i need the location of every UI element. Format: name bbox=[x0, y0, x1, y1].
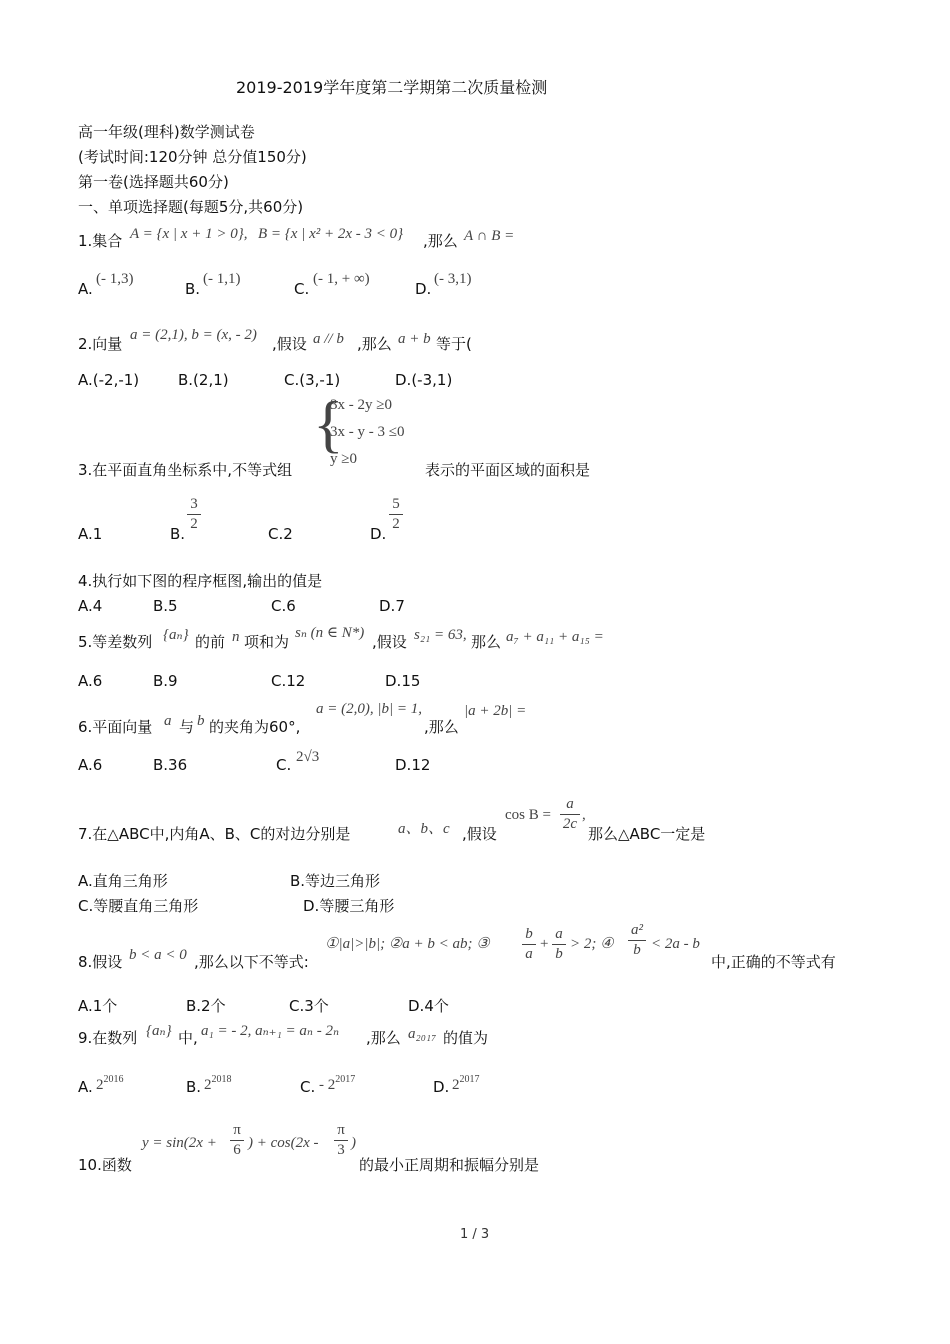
q5-condition: s₂₁ = 63, bbox=[414, 627, 467, 643]
fraction-bar bbox=[560, 814, 580, 815]
q9-text: 9.在数列 bbox=[78, 1029, 138, 1047]
q5-option-d: D.15 bbox=[385, 672, 421, 690]
q2-text: 2.向量 bbox=[78, 335, 123, 353]
q6-option-a: A.6 bbox=[78, 756, 103, 774]
q5-option-b: B.9 bbox=[153, 672, 178, 690]
q7-option-d: D.等腰三角形 bbox=[303, 897, 395, 915]
q6-vector-a: a bbox=[164, 713, 172, 729]
q3-inequality-1: 3x - 2y ≥0 bbox=[330, 397, 392, 413]
q8-condition: b < a < 0 bbox=[129, 947, 187, 963]
q8-plus: + bbox=[540, 936, 549, 952]
q1-option-b-label: B. bbox=[185, 280, 201, 298]
q5-sn: sₙ (n ∈ N*) bbox=[295, 625, 365, 641]
q6-option-d: D.12 bbox=[395, 756, 431, 774]
q5-text-if: ,假设 bbox=[372, 633, 407, 651]
q1-option-c: (- 1, + ∞) bbox=[313, 271, 370, 287]
q5-text-sum: 项和为 bbox=[244, 633, 290, 651]
q3-option-d-fraction bbox=[389, 496, 403, 533]
q3-option-a: A.1 bbox=[78, 525, 103, 543]
q7-text: 7.在△ABC中,内角A、B、C的对边分别是 bbox=[78, 825, 351, 843]
q5-text-then: 那么 bbox=[471, 633, 502, 651]
fraction-denominator: 2 bbox=[392, 516, 400, 532]
q2-option-c: C.(3,-1) bbox=[284, 371, 341, 389]
fraction-bar bbox=[389, 514, 403, 515]
q8-option-c: C.3个 bbox=[289, 997, 329, 1015]
q4-option-b: B.5 bbox=[153, 597, 178, 615]
fraction-numerator: 5 bbox=[392, 496, 400, 512]
q8-items-1-3: ①|a|>|b|; ②a + b < ab; ③ bbox=[325, 936, 490, 952]
fraction-bar bbox=[628, 940, 646, 941]
q8-fraction-b-over-a bbox=[522, 926, 536, 963]
q9-option-c-label: C. bbox=[300, 1078, 316, 1096]
q3-inequality-3: y ≥0 bbox=[330, 451, 357, 467]
section-heading: 一、单项选择题(每题5分,共60分) bbox=[78, 198, 304, 216]
fraction-denominator: 3 bbox=[337, 1142, 345, 1158]
q5-option-a: A.6 bbox=[78, 672, 103, 690]
fraction-bar bbox=[334, 1140, 348, 1141]
q2-parallel: a // b bbox=[313, 331, 344, 347]
q9-option-d-label: D. bbox=[433, 1078, 450, 1096]
q1-expr: A ∩ B = bbox=[464, 228, 515, 244]
q9-option-b-label: B. bbox=[186, 1078, 202, 1096]
q1-option-c-label: C. bbox=[294, 280, 310, 298]
q8-text: 8.假设 bbox=[78, 953, 123, 971]
q10-function-part-2: ) + cos(2x - bbox=[248, 1135, 319, 1151]
q1-option-a: (- 1,3) bbox=[96, 271, 134, 287]
q7-fraction bbox=[560, 796, 580, 833]
fraction-bar bbox=[230, 1140, 244, 1141]
q3-inequality-2: 3x - y - 3 ≤0 bbox=[330, 424, 405, 440]
q7-text-then: 那么△ABC一定是 bbox=[588, 825, 706, 843]
q4-option-d: D.7 bbox=[379, 597, 405, 615]
fraction-bar bbox=[187, 514, 201, 515]
q1-option-d-label: D. bbox=[415, 280, 432, 298]
q7-text-if: ,假设 bbox=[462, 825, 497, 843]
q9-term: a₂₀₁₇ bbox=[408, 1026, 437, 1042]
q6-option-b: B.36 bbox=[153, 756, 188, 774]
part-heading: 第一卷(选择题共60分) bbox=[78, 173, 229, 191]
fraction-numerator: a bbox=[566, 796, 574, 812]
fraction-numerator: a² bbox=[631, 922, 643, 938]
q3-option-d-label: D. bbox=[370, 525, 387, 543]
q10-text-period: 的最小正周期和振幅分别是 bbox=[359, 1156, 540, 1174]
q5-n: n bbox=[232, 629, 240, 645]
q3-option-c: C.2 bbox=[268, 525, 293, 543]
fraction-denominator: 2c bbox=[562, 816, 578, 832]
q9-text-value: 的值为 bbox=[443, 1029, 489, 1047]
q5-sequence: {aₙ} bbox=[163, 627, 189, 643]
fraction-bar bbox=[522, 944, 536, 945]
q10-text: 10.函数 bbox=[78, 1156, 132, 1174]
page-number: 1 / 3 bbox=[460, 1227, 490, 1242]
q6-option-c: 2√3 bbox=[296, 749, 320, 765]
q7-option-c: C.等腰直角三角形 bbox=[78, 897, 199, 915]
q3-option-b-label: B. bbox=[170, 525, 186, 543]
q2-text-equals: 等于( bbox=[436, 335, 472, 353]
q3-text-area: 表示的平面区域的面积是 bbox=[425, 461, 591, 479]
q8-fraction-a2-over-b bbox=[628, 922, 646, 959]
fraction-denominator: a bbox=[525, 946, 533, 962]
q7-sides: a、b、c bbox=[398, 821, 450, 837]
q8-fraction-a-over-b bbox=[552, 926, 566, 963]
exam-info: (考试时间:120分钟 总分值150分) bbox=[78, 148, 307, 166]
q7-option-a: A.直角三角形 bbox=[78, 872, 168, 890]
q4-option-c: C.6 bbox=[271, 597, 296, 615]
q8-gt2: > 2; ④ bbox=[570, 936, 614, 952]
q9-option-c: - $2^{2017}$ bbox=[319, 1074, 356, 1093]
document-title: 2019-2019学年度第二学期第二次质量检测 bbox=[236, 78, 548, 97]
q1-set-a: A = {x | x + 1 > 0}, bbox=[130, 226, 248, 242]
q5-text-first: 的前 bbox=[195, 633, 226, 651]
q9-option-a: $2^{2016}$ bbox=[96, 1074, 124, 1093]
q6-text-then: ,那么 bbox=[424, 718, 459, 736]
q5-option-c: C.12 bbox=[271, 672, 306, 690]
q1-option-d: (- 3,1) bbox=[434, 271, 472, 287]
q10-function-part-1: y = sin(2x + bbox=[142, 1135, 217, 1151]
q2-option-d: D.(-3,1) bbox=[395, 371, 453, 389]
q8-option-a: A.1个 bbox=[78, 997, 118, 1015]
exam-subtitle: 高一年级(理科)数学测试卷 bbox=[78, 123, 255, 141]
q7-cos: cos B = bbox=[505, 807, 551, 823]
q7-comma: , bbox=[582, 807, 586, 823]
q2-sum: a + b bbox=[398, 331, 431, 347]
q10-fraction-pi-6 bbox=[230, 1122, 244, 1159]
q3-option-b-fraction bbox=[187, 496, 201, 533]
q2-text-if: ,假设 bbox=[272, 335, 307, 353]
q3-text: 3.在平面直角坐标系中,不等式组 bbox=[78, 461, 293, 479]
fraction-numerator: 3 bbox=[190, 496, 198, 512]
q8-text-correct: 中,正确的不等式有 bbox=[711, 953, 836, 971]
q2-vectors: a = (2,1), b = (x, - 2) bbox=[130, 327, 257, 343]
q4-option-a: A.4 bbox=[78, 597, 103, 615]
q8-text-inequalities: ,那么以下不等式: bbox=[194, 953, 309, 971]
q2-option-a: A.(-2,-1) bbox=[78, 371, 140, 389]
q2-option-b: B.(2,1) bbox=[178, 371, 229, 389]
q8-option-d: D.4个 bbox=[408, 997, 449, 1015]
q8-option-b: B.2个 bbox=[186, 997, 226, 1015]
q9-option-a-label: A. bbox=[78, 1078, 93, 1096]
q6-option-c-label: C. bbox=[276, 756, 292, 774]
fraction-numerator: b bbox=[525, 926, 533, 942]
fraction-denominator: b bbox=[555, 946, 563, 962]
q9-text-then: ,那么 bbox=[366, 1029, 401, 1047]
q6-text-angle: 的夹角为60°, bbox=[209, 718, 301, 736]
q4-text: 4.执行如下图的程序框图,输出的值是 bbox=[78, 572, 323, 590]
q1-option-b: (- 1,1) bbox=[203, 271, 241, 287]
q3-system-brace: { bbox=[313, 388, 344, 459]
q6-condition: a = (2,0), |b| = 1, bbox=[316, 701, 422, 717]
q6-text-and: 与 bbox=[179, 718, 195, 736]
fraction-denominator: 2 bbox=[190, 516, 198, 532]
q9-condition: a₁ = - 2, aₙ₊₁ = aₙ - 2ₙ bbox=[201, 1023, 340, 1039]
fraction-numerator: a bbox=[555, 926, 563, 942]
q5-text: 5.等差数列 bbox=[78, 633, 153, 651]
q9-text-in: 中, bbox=[178, 1029, 198, 1047]
q10-function-part-3: ) bbox=[351, 1135, 356, 1151]
q6-text: 6.平面向量 bbox=[78, 718, 153, 736]
fraction-numerator: π bbox=[233, 1122, 241, 1138]
fraction-bar bbox=[552, 944, 566, 945]
q1-text-then: ,那么 bbox=[423, 232, 458, 250]
q8-lt: < 2a - b bbox=[651, 936, 700, 952]
fraction-numerator: π bbox=[337, 1122, 345, 1138]
fraction-denominator: b bbox=[633, 942, 641, 958]
q6-vector-b: b bbox=[197, 713, 205, 729]
q2-text-then: ,那么 bbox=[357, 335, 392, 353]
q9-option-d: $2^{2017}$ bbox=[452, 1074, 480, 1093]
q1-set-b: B = {x | x² + 2x - 3 < 0} bbox=[258, 226, 404, 242]
q1-text: 1.集合 bbox=[78, 232, 123, 250]
q5-expression: a₇ + a₁₁ + a₁₅ = bbox=[506, 629, 604, 645]
q9-option-b: $2^{2018}$ bbox=[204, 1074, 232, 1093]
q9-sequence: {aₙ} bbox=[146, 1023, 172, 1039]
q6-expression: |a + 2b| = bbox=[464, 703, 527, 719]
q7-option-b: B.等边三角形 bbox=[290, 872, 381, 890]
fraction-denominator: 6 bbox=[233, 1142, 241, 1158]
q1-option-a-label: A. bbox=[78, 280, 93, 298]
q10-fraction-pi-3 bbox=[334, 1122, 348, 1159]
